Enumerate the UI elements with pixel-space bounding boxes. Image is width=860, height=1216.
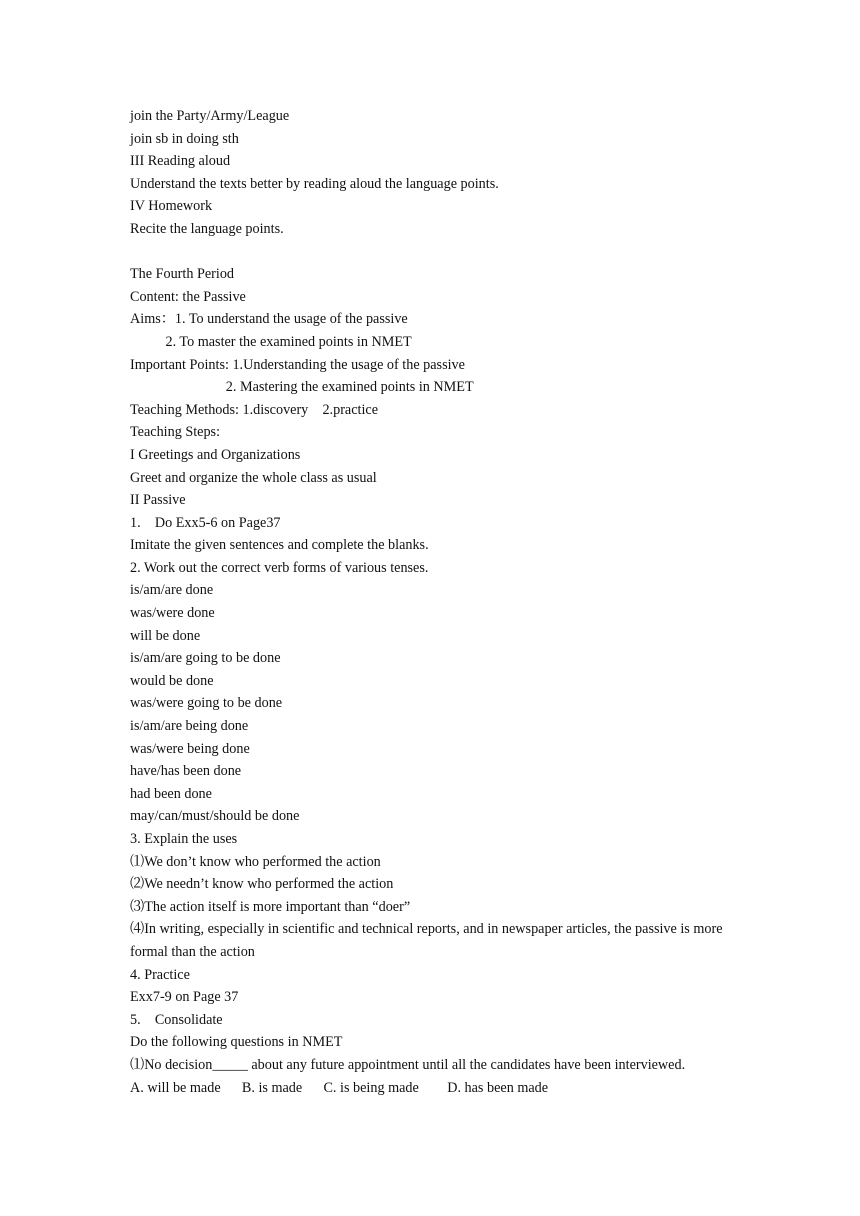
verb-form: is/am/are done [130,582,214,599]
document-body [130,105,750,1099]
list-item: ⑵We needn’t know who performed the action [130,876,394,893]
verb-form: was/were done [130,605,215,622]
period-title: The Fourth Period [130,266,235,283]
text-line: Exx7-9 on Page 37 [130,989,239,1006]
question-text: ⑴No decision_____ about any future appointment until all the candidates have been interviewed. [130,1056,686,1073]
text-line: Do the following questions in NMET [130,1034,343,1051]
verb-form: have/has been done [130,763,242,780]
verb-form: was/were going to be done [130,695,283,712]
text-line: Aims：1. To understand the usage of the passive [130,311,408,328]
text-line: 2. To master the examined points in NMET [130,333,412,350]
text-line: Teaching Methods: 1.discovery 2.practice [130,401,378,418]
text-line: 3. Explain the uses [130,831,238,847]
verb-form: is/am/are being done [130,718,249,735]
blank-line [130,241,750,264]
verb-form: is/am/are going to be done [130,650,281,667]
verb-form: may/can/must/should be done [130,808,300,825]
text-line: Teaching Steps: [130,424,221,441]
text-line: 2. Mastering the examined points in NMET [130,379,474,396]
text-line: Greet and organize the whole class as usual [130,469,377,486]
list-item: ⑶The action itself is more important than “doer” [130,898,411,915]
text-line: Understand the texts better by reading aloud the language points. [130,175,499,192]
verb-form: had been done [130,785,212,802]
text-line: 1. Do Exx5-6 on Page37 [130,514,281,531]
text-line: 4. Practice [130,966,190,983]
section-heading: IV Homework [130,198,213,215]
verb-form: was/were being done [130,740,250,757]
text-line: Recite the language points. [130,220,284,237]
verb-form: will be done [130,627,201,644]
section-heading: II Passive [130,492,186,509]
section-heading: III Reading aloud [130,153,231,170]
text-line: 5. Consolidate [130,1011,223,1028]
section-heading: I Greetings and Organizations [130,446,301,463]
list-item: ⑷In writing, especially in scientific and technical reports, and in newspaper articles, the passive is more formal than the action [130,921,723,960]
text-line: join sb in doing sth [130,130,239,147]
text-line: Important Points: 1.Understanding the usage of the passive [130,356,465,373]
text-line: 2. Work out the correct verb forms of various tenses. [130,559,429,576]
text-line: Content: the Passive [130,288,246,305]
answer-options: A. will be made B. is made C. is being made D. has been made [130,1079,549,1096]
text-line: join the Party/Army/League [130,108,290,124]
list-item: ⑴We don’t know who performed the action [130,853,381,870]
text-line: Imitate the given sentences and complete the blanks. [130,537,429,554]
verb-form: would be done [130,672,214,689]
